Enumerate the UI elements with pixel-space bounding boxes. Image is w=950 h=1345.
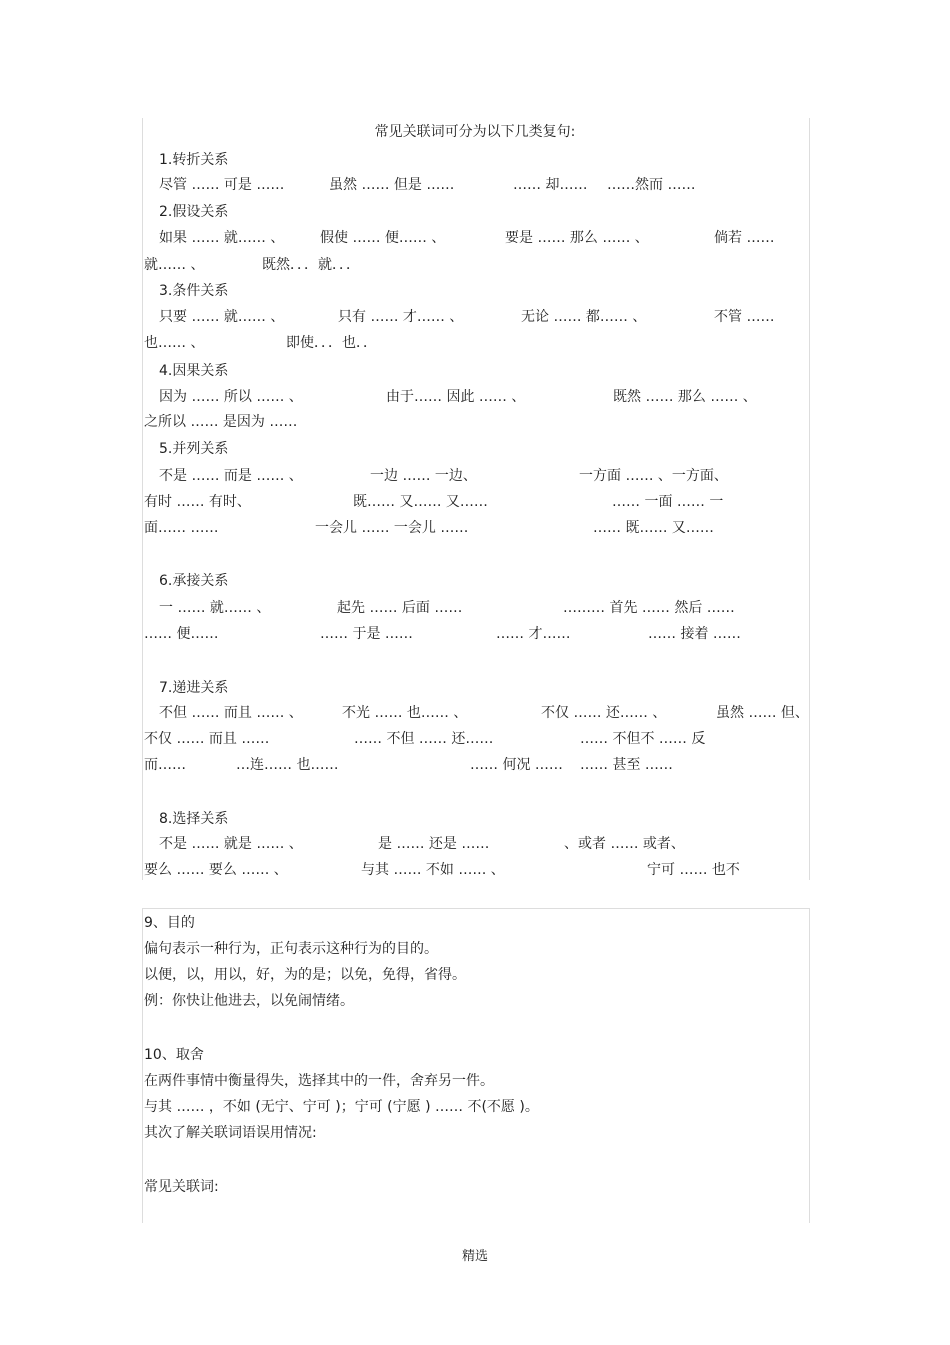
section-heading: 1.转折关系 [159, 152, 229, 168]
text-item: 虽然 …… 但、 [716, 705, 809, 721]
text-item: 不但 …… 而且 …… 、 [159, 705, 303, 721]
section-heading: 2.假设关系 [159, 204, 229, 220]
text-item: …… 不但 …… 还…… [354, 731, 494, 747]
section-heading: 5.并列关系 [159, 441, 229, 457]
section-heading: 6.承接关系 [159, 573, 229, 589]
text-item: 即使．．．也．． [286, 335, 377, 351]
text-item: 无论 …… 都…… 、 [521, 309, 647, 325]
section-heading: 4.因果关系 [159, 363, 229, 379]
text-item: 有时 …… 有时、 [144, 494, 251, 510]
text-item: …… 便…… [144, 626, 219, 642]
text-item: ……… 首先 …… 然后 …… [563, 600, 735, 616]
text-item: 一 …… 就…… 、 [159, 600, 271, 616]
text-item: …… 一面 …… 一 [612, 494, 724, 510]
text-item: 之所以 …… 是因为 …… [144, 414, 298, 430]
text-item: 只有 …… 才…… 、 [338, 309, 464, 325]
paragraph: 在两件事情中衡量得失，选择其中的一件，舍弃另一件。 [144, 1073, 494, 1089]
text-item: 不仅 …… 还…… 、 [541, 705, 667, 721]
section-heading: 10、取舍 [144, 1047, 204, 1063]
text-item: 要么 …… 要么 …… 、 [144, 862, 288, 878]
text-item: 要是 …… 那么 …… 、 [505, 230, 649, 246]
text-item: ……然而 …… [607, 177, 696, 193]
text-item: 不是 …… 而是 …… 、 [159, 468, 303, 484]
text-item: 既然．．．就．．． [262, 257, 360, 273]
paragraph: 例：你快让他进去，以免闹情绪。 [144, 993, 354, 1009]
text-item: 也…… 、 [144, 335, 205, 351]
text-item: 、或者 …… 或者、 [564, 836, 685, 852]
text-item: …… 接着 …… [648, 626, 741, 642]
text-item: 面…… …… [144, 520, 219, 536]
text-item: 既然 …… 那么 …… 、 [613, 389, 757, 405]
text-item: 与其 …… 不如 …… 、 [361, 862, 505, 878]
text-item: 倘若 …… [714, 230, 775, 246]
text-item: 不管 …… [714, 309, 775, 325]
section-heading: 3.条件关系 [159, 283, 229, 299]
section-heading: 9、目的 [144, 915, 195, 931]
text-item: …… 不但不 …… 反 [580, 731, 706, 747]
section-heading: 7.递进关系 [159, 680, 229, 696]
paragraph: 以便，以，用以，好，为的是；以免，免得，省得。 [144, 967, 466, 983]
text-item: …… 何况 …… [470, 757, 563, 773]
text-item: 一边 …… 一边、 [370, 468, 477, 484]
paragraph: 偏句表示一种行为，正句表示这种行为的目的。 [144, 941, 438, 957]
text-item: 假使 …… 便…… 、 [320, 230, 446, 246]
text-item: 是 …… 还是 …… [378, 836, 490, 852]
text-item: 就…… 、 [144, 257, 205, 273]
page-footer: 精选 [461, 1249, 488, 1264]
document-title: 常见关联词可分为以下几类复句: [374, 124, 576, 140]
text-item: …连…… 也…… [236, 757, 339, 773]
paragraph: 其次了解关联词语误用情况: [144, 1125, 317, 1141]
text-item: 不仅 …… 而且 …… [144, 731, 270, 747]
text-item: …… 于是 …… [320, 626, 413, 642]
text-item: 由于…… 因此 …… 、 [386, 389, 526, 405]
text-item: 因为 …… 所以 …… 、 [159, 389, 303, 405]
text-item: …… 既…… 又…… [593, 520, 714, 536]
text-item: 起先 …… 后面 …… [337, 600, 463, 616]
text-item: …… 却…… [513, 177, 588, 193]
paragraph: 与其 …… ，不如 (无宁、宁可 )；宁可 (宁愿 ) …… 不(不愿 )。 [144, 1099, 539, 1115]
paragraph: 常见关联词: [144, 1179, 219, 1195]
text-item: 既…… 又…… 又…… [353, 494, 488, 510]
text-item: 尽管 …… 可是 …… [159, 177, 285, 193]
text-item: …… 甚至 …… [580, 757, 673, 773]
text-item: …… 才…… [496, 626, 571, 642]
text-item: 不是 …… 就是 …… 、 [159, 836, 303, 852]
section-heading: 8.选择关系 [159, 811, 229, 827]
text-item: 一会儿 …… 一会儿 …… [315, 520, 469, 536]
text-item: 只要 …… 就…… 、 [159, 309, 285, 325]
text-item: 虽然 …… 但是 …… [329, 177, 455, 193]
text-item: 宁可 …… 也不 [647, 862, 740, 878]
text-item: 不光 …… 也…… 、 [342, 705, 468, 721]
text-item: 一方面 …… 、一方面、 [579, 468, 728, 484]
text-item: 而…… [144, 757, 186, 773]
text-item: 如果 …… 就…… 、 [159, 230, 285, 246]
